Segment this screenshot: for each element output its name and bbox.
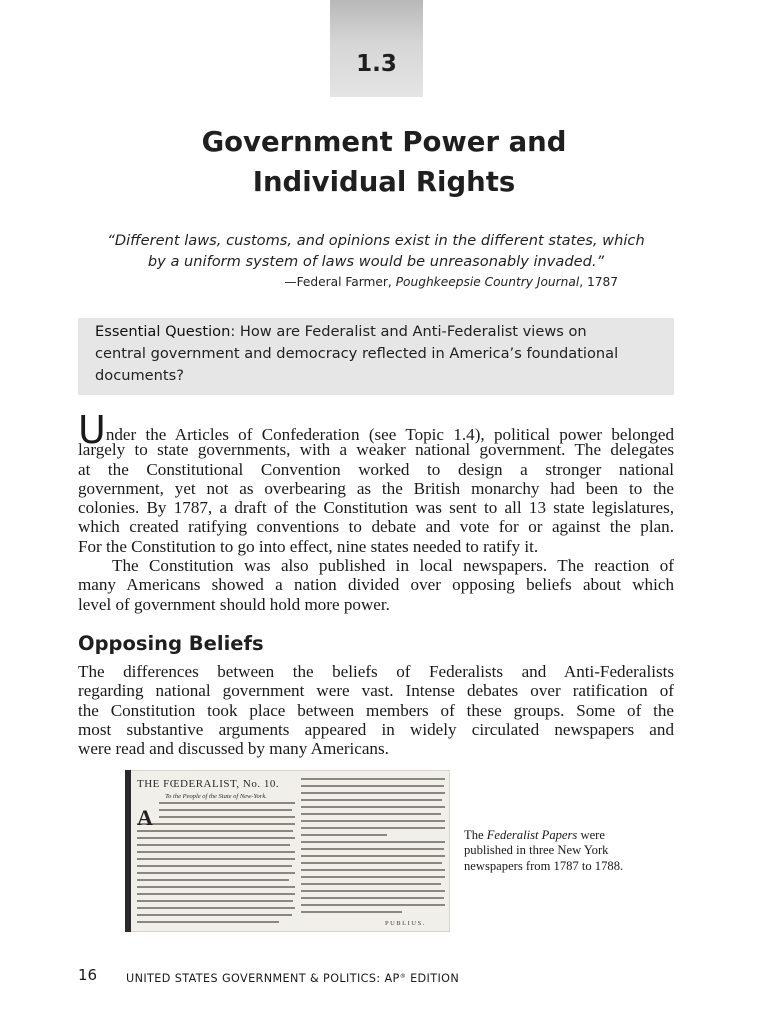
newsprint-line (137, 858, 295, 860)
newspaper-signature: PUBLIUS. (385, 920, 426, 927)
epigraph-attribution: —Federal Farmer, Poughkeepsie Country Journal, 1787 (284, 275, 618, 289)
newspaper-drop-cap: A (137, 805, 153, 830)
newspaper-right-column (301, 778, 445, 918)
attribution-source: Poughkeepsie Country Journal (395, 275, 580, 289)
newsprint-line (301, 778, 445, 780)
newsprint-line (137, 823, 295, 825)
newsprint-line (301, 862, 442, 864)
section-heading: Opposing Beliefs (78, 632, 264, 655)
essential-question-box: Essential Question: How are Federalist and Anti-Federalist views on central government and democracy reflected in America’s foundational documents? (78, 318, 674, 395)
newspaper-left-text-full (137, 823, 295, 923)
newspaper-right-text (301, 778, 445, 913)
page-fold-shadow (125, 770, 131, 932)
newsprint-line (301, 785, 444, 787)
newsprint-line (137, 893, 295, 895)
intro-paragraphs: Under the Articles of Confederation (see Topic 1.4), political power belonged largely to state governments, with a weaker national government. The delegates at the Constitutional Convention worked to design a stronger national government, yet not as overbearing as the British monarchy had been to the colonies. By 1787, a draft of the Constitution was sent to all 13 state legislatures, which created ratifying conventions to debate and vote for or against the plan. For the Constitution to go into effect, nine states needed to ratify it. The Constitution was also published in local newspapers. The reaction of many Americans showed a nation divided over opposing beliefs about which level of government should hold more power. (78, 408, 674, 614)
newsprint-line (301, 869, 445, 871)
newsprint-line (301, 813, 441, 815)
section-number-tab (330, 0, 423, 97)
newspaper-left-column (137, 778, 295, 928)
drop-cap: U (78, 408, 106, 452)
newsprint-line (137, 886, 295, 888)
section-number: 1.3 (356, 51, 397, 77)
newspaper-title: THE FŒDERALIST, No. 10. (137, 778, 280, 790)
page-title (84, 122, 684, 202)
title-line-2: Individual Rights (252, 166, 516, 198)
newsprint-line (137, 865, 292, 867)
newsprint-line (301, 834, 387, 836)
newsprint-line (301, 841, 445, 843)
newsprint-line (301, 799, 442, 801)
book-title-footer: UNITED STATES GOVERNMENT & POLITICS: AP® EDITION (126, 972, 460, 985)
newsprint-line (159, 809, 292, 811)
newsprint-line (137, 914, 292, 916)
newsprint-line (159, 802, 295, 804)
newsprint-line (137, 837, 295, 839)
newsprint-line (137, 830, 293, 832)
newsprint-line (301, 897, 444, 899)
newsprint-line (137, 872, 295, 874)
newsprint-line (137, 851, 295, 853)
newspaper-left-text (159, 802, 295, 818)
newsprint-line (301, 911, 402, 913)
newsprint-line (301, 883, 441, 885)
essential-question-label: Essential Question (95, 323, 231, 340)
newsprint-line (159, 816, 295, 818)
newsprint-line (301, 827, 445, 829)
newsprint-line (301, 904, 445, 906)
page-number: 16 (78, 966, 98, 984)
figure-caption: The Federalist Papers were published in three New York newspapers from 1787 to 1788. (464, 828, 624, 873)
newsprint-line (301, 806, 445, 808)
newsprint-line (301, 792, 445, 794)
caption-italic-title: Federalist Papers (486, 828, 578, 842)
newsprint-line (301, 855, 445, 857)
newsprint-line (137, 844, 290, 846)
title-line-1: Government Power and (201, 126, 567, 158)
newsprint-line (137, 900, 293, 902)
newsprint-line (301, 848, 444, 850)
newspaper-subtitle: To the People of the State of New-York. (165, 793, 267, 800)
newsprint-line (301, 890, 445, 892)
epigraph-quote (78, 230, 674, 272)
newsprint-line (301, 820, 445, 822)
newsprint-line (137, 921, 279, 923)
epigraph-line-2: by a uniform system of laws would be unreasonably invaded.” (147, 253, 605, 270)
epigraph-line-1: “Different laws, customs, and opinions exist in the different states, which (107, 232, 645, 249)
newsprint-line (301, 876, 445, 878)
newsprint-line (137, 907, 295, 909)
federalist-newspaper-image (125, 770, 450, 932)
opposing-beliefs-paragraph: The differences between the beliefs of Federalists and Anti-Federalists regarding national government were vast. Intense debates over ratification of the Constitution took place between members of these groups. Some of the most substantive arguments appeared in widely circulated newspapers and were read and discussed by many Americans. (78, 662, 674, 759)
newsprint-line (137, 879, 289, 881)
